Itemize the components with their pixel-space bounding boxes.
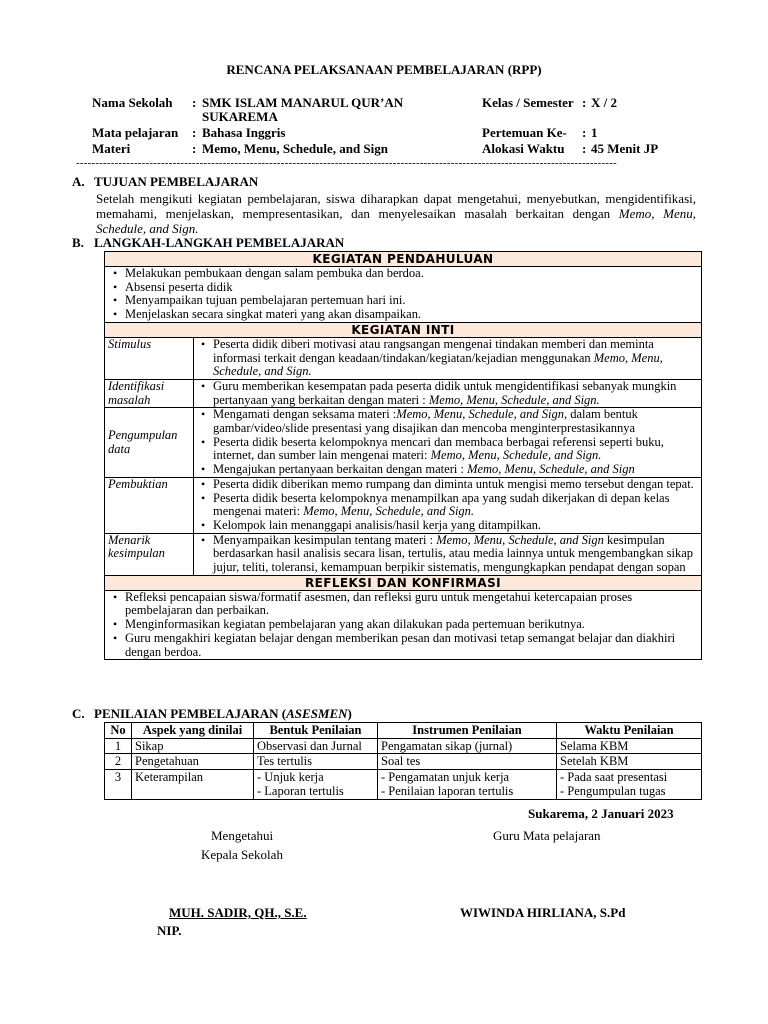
kelas-value: X / 2 [591, 95, 617, 110]
text-italic: Memo, Menu, Schedule, and Sign. [430, 448, 602, 463]
colon: : [192, 141, 197, 156]
instrumen-list [381, 770, 553, 799]
pendahuluan-list [109, 267, 698, 322]
identifikasi-text: Guru memberikan kesempatan pada peserta didik untuk mengidentifikasi sebanyak mungkin pertanyaan yang berkaitan dengan materi : [213, 378, 677, 407]
cell-instrumen: Soal tes [378, 754, 557, 770]
column-header: Instrumen Penilaian [378, 723, 557, 739]
title-part-italic: ASESMEN [286, 706, 348, 721]
list-item: - Penilaian laporan tertulis [381, 784, 553, 799]
cell-aspek: Pengetahuan [132, 754, 254, 770]
list-item: - Laporan tertulis [257, 784, 374, 799]
alokasi-value: 45 Menit JP [591, 141, 659, 156]
column-header: No [105, 723, 132, 739]
list-item: • Guru mengakhiri kegiatan belajar dengan memberikan pesan dan motivasi tetap semangat belajar dan diakhiri dengan berdoa. [125, 632, 698, 659]
text: Mengajukan pertanyaan berkaitan dengan materi : [213, 462, 468, 477]
section-c-heading [72, 706, 472, 722]
table-row [105, 769, 702, 799]
cell-instrumen [378, 769, 557, 799]
cell-no: 1 [105, 738, 132, 754]
section-b-number: B. [72, 235, 84, 250]
kepala-sekolah-label: Kepala Sekolah [201, 847, 283, 862]
cell-bentuk: Tes tertulis [254, 754, 378, 770]
dashed-divider: -------------------------------------------------------------------------------------------------------------------------------------------- [76, 158, 617, 168]
waktu-list [560, 770, 698, 799]
text-italic: Memo, Menu, Schedule, and Sign. [303, 504, 475, 519]
cell-no: 3 [105, 769, 132, 799]
list-item: • Menjelaskan secara singkat materi yang akan disampaikan. [125, 308, 698, 322]
identifikasi-list [197, 380, 698, 407]
colon: : [192, 125, 197, 140]
section-c-number: C. [72, 706, 85, 721]
list-item [213, 436, 698, 463]
tujuan-text-italic: Memo, Menu, Schedule, and Sign. [96, 206, 696, 236]
identifikasi-cell [194, 379, 702, 407]
title-part: ) [347, 706, 352, 721]
refleksi-header: REFLEKSI DAN KONFIRMASI [105, 575, 702, 590]
list-item [213, 380, 698, 407]
section-a-title: TUJUAN PEMBELAJARAN [94, 174, 259, 189]
text: Mengamati dengan seksama materi : [213, 407, 397, 422]
place-date: Sukarema, 2 Januari 2023 [528, 806, 674, 821]
identifikasi-label: Identifikasi masalah [105, 379, 194, 407]
pembuktian-label: Pembuktian [105, 477, 194, 533]
refleksi-list [109, 591, 698, 660]
pertemuan-label: Pertemuan Ke- [482, 125, 567, 140]
section-a-number: A. [72, 174, 85, 189]
nama-sekolah-value: SMK ISLAM MANARUL QUR’AN SUKAREMA [202, 95, 404, 124]
cell-aspek: Keterampilan [132, 769, 254, 799]
section-b-title: LANGKAH-LANGKAH PEMBELAJARAN [94, 235, 345, 250]
pengumpulan-cell [194, 408, 702, 478]
menarik-cell [194, 533, 702, 575]
info-right [482, 96, 658, 158]
stimulus-label: Stimulus [105, 337, 194, 379]
nip-label: NIP. [157, 923, 182, 938]
column-header: Aspek yang dinilai [132, 723, 254, 739]
pendahuluan-header: KEGIATAN PENDAHULUAN [105, 252, 702, 267]
section-a-text [96, 191, 696, 236]
text: Menyampaikan kesimpulan tentang materi : [213, 532, 437, 547]
document-title: RENCANA PELAKSANAAN PEMBELAJARAN (RPP) [226, 62, 542, 77]
guru-name: WIWINDA HIRLIANA, S.Pd [460, 905, 626, 920]
list-item: - Unjuk kerja [257, 770, 374, 785]
stimulus-italic: Memo, Menu, Schedule, and Sign. [213, 350, 663, 379]
list-item: • Menginformasikan kegiatan pembelajaran yang akan dilakukan pada pertemuan berikutnya. [125, 618, 698, 632]
table-row [105, 738, 702, 754]
list-item: - Pada saat presentasi [560, 770, 698, 785]
cell-bentuk: Observasi dan Jurnal [254, 738, 378, 754]
pembuktian-cell [194, 477, 702, 533]
section-c-title [94, 706, 352, 722]
list-item: - Pengamatan unjuk kerja [381, 770, 553, 785]
list-item [213, 492, 698, 519]
list-item [213, 463, 698, 477]
kelas-label: Kelas / Semester [482, 95, 574, 110]
text: Peserta didik beserta kelompoknya menampilkan apa yang sudah dikerjakan di depan kelas mengenai materi: [213, 490, 670, 519]
title-part: PENILAIAN PEMBELAJARAN ( [94, 706, 287, 721]
alokasi-label: Alokasi Waktu [482, 141, 565, 156]
menarik-list [197, 534, 698, 575]
nama-sekolah-label: Nama Sekolah [92, 95, 173, 110]
materi-value: Memo, Menu, Schedule, and Sign [202, 141, 388, 156]
colon: : [582, 141, 587, 156]
kepala-sekolah-name: MUH. SADIR, QH., S.E. [169, 905, 307, 920]
text-italic: Memo, Menu, Schedule, and Sign [436, 532, 604, 547]
text: kesimpulan berdasarkan hasil analisis secara lisan, tertulis, atau media lainnya untuk mengembangkan sikap jujur, teliti, toleransi, kemampuan berpikir sistematis, mengungkapkan pendapat dengan sopan [213, 532, 694, 575]
cell-no: 2 [105, 754, 132, 770]
cell-waktu: Selama KBM [557, 738, 702, 754]
list-item [213, 408, 698, 435]
table-row [105, 754, 702, 770]
section-b-heading [72, 235, 472, 251]
list-item [213, 534, 698, 575]
guru-label: Guru Mata pelajaran [493, 828, 601, 843]
cell-waktu [557, 769, 702, 799]
cell-waktu: Setelah KBM [557, 754, 702, 770]
identifikasi-italic: Memo, Menu, Schedule, and Sign. [428, 392, 600, 407]
bentuk-list [257, 770, 374, 799]
list-item: • Melakukan pembukaan dengan salam pembuka dan berdoa. [125, 267, 698, 281]
inti-header: KEGIATAN INTI [105, 322, 702, 337]
pengumpulan-label: Pengumpulan data [105, 408, 194, 478]
stimulus-text: Peserta didik diberi motivasi atau rangsangan mengenai tindakan memberi dan meminta informasi terkait dengan keadaan/tindakan/kegiatan/kejadian menggunakan [213, 336, 654, 365]
menarik-label: Menarik kesimpulan [105, 533, 194, 575]
cell-instrumen: Pengamatan sikap (jurnal) [378, 738, 557, 754]
text-italic: Memo, Menu, Schedule, and Sign, [396, 407, 568, 422]
list-item: • Kelompok lain menanggapi analisis/hasil kerja yang ditampilkan. [213, 519, 698, 533]
section-a-heading [72, 174, 472, 190]
list-item: • Absensi peserta didik [125, 281, 698, 295]
mapel-value: Bahasa Inggris [202, 125, 286, 140]
colon: : [582, 95, 587, 110]
column-header: Bentuk Penilaian [254, 723, 378, 739]
cell-aspek: Sikap [132, 738, 254, 754]
stimulus-list [197, 338, 698, 379]
pembuktian-list [197, 478, 698, 533]
text-italic: Memo, Menu, Schedule, and Sign [467, 462, 635, 477]
langkah-table [104, 251, 702, 660]
pendahuluan-cell [105, 267, 702, 323]
tujuan-text: Setelah mengikuti kegiatan pembelajaran, siswa diharapkan dapat mengetahui, menyebutkan, mengidentifikasi, memahami, menjelaskan, mempresentasikan, dan menyelesaikan masalah berkaitan dengan [96, 191, 696, 221]
refleksi-cell [105, 590, 702, 660]
cell-bentuk [254, 769, 378, 799]
penilaian-table [104, 722, 702, 800]
mengetahui-label: Mengetahui [211, 828, 274, 843]
stimulus-cell [194, 337, 702, 379]
list-item: - Pengumpulan tugas [560, 784, 698, 799]
list-item: • Peserta didik diberikan memo rumpang dan diminta untuk mengisi memo tersebut dengan tepat. [213, 478, 698, 492]
list-item: • Menyampaikan tujuan pembelajaran pertemuan hari ini. [125, 294, 698, 308]
colon: : [192, 95, 197, 110]
materi-label: Materi [92, 141, 131, 156]
text: Peserta didik beserta kelompoknya mencari dan membaca berbagai referensi seperti buku, internet, dan sumber lain mengenai materi: [213, 434, 664, 463]
table-header-row [105, 723, 702, 739]
pertemuan-value: 1 [591, 125, 598, 140]
mapel-label: Mata pelajaran [92, 125, 179, 140]
pengumpulan-list [197, 408, 698, 477]
info-left [92, 96, 452, 158]
text: dalam bentuk gambar/video/slide presentasi yang disajikan dan mencoba menginterprestasikannya [213, 407, 638, 436]
list-item: • Refleksi pencapaian siswa/formatif asesmen, dan refleksi guru untuk mengetahui ketercapaian proses pembelajaran dan perbaikan. [125, 591, 698, 618]
list-item [213, 338, 698, 379]
colon: : [582, 125, 587, 140]
column-header: Waktu Penilaian [557, 723, 702, 739]
